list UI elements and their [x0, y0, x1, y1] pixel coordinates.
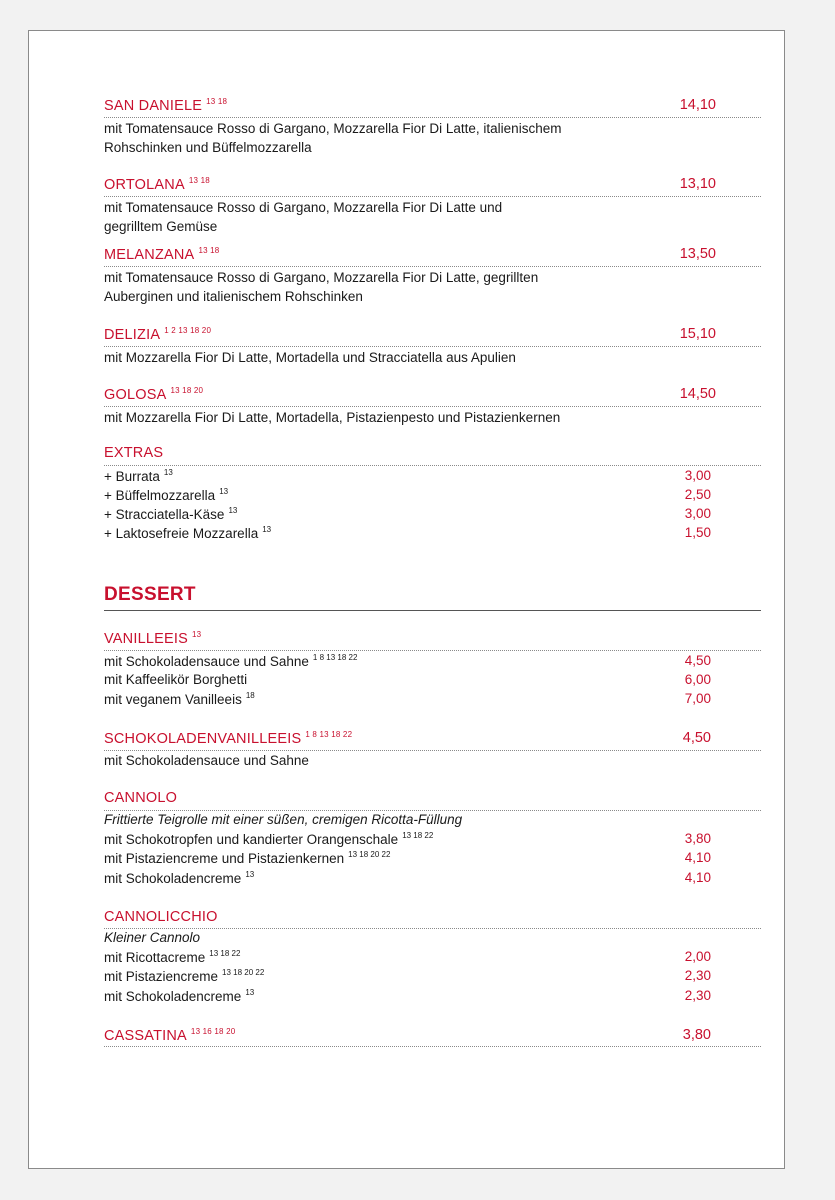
menu-item-title: CANNOLICCHIO — [104, 909, 218, 925]
variant-item: mit Schokotropfen und kandierter Orangenschale $^{13 18 22}$ — [104, 831, 434, 847]
menu-item-title: MELANZANA $^{13 18}$ — [104, 246, 220, 263]
variant-price: 2,30 — [684, 988, 711, 1003]
divider — [104, 650, 761, 651]
divider — [104, 406, 761, 407]
variant-item: mit Pistaziencreme und Pistazienkernen $^{13 18 20 22}$ — [104, 850, 391, 866]
menu-item-price: 15,10 — [679, 326, 716, 342]
variant-price: 3,80 — [684, 831, 711, 846]
variant-item: mit Pistaziencreme $^{13 18 20 22}$ — [104, 968, 265, 984]
allergen-codes: 13 18 — [206, 97, 228, 106]
extra-price: 1,50 — [684, 525, 711, 540]
menu-item-subtitle: Kleiner Cannolo — [104, 930, 201, 945]
extra-price: 2,50 — [684, 487, 711, 502]
menu-item-title: SCHOKOLADENVANILLEEIS $^{1 8 13 18 22}$ — [104, 730, 353, 747]
menu-item-description: mit Tomatensauce Rosso di Gargano, Mozzarella Fior Di Latte, gegrillten — [104, 270, 539, 285]
extras-title: EXTRAS — [104, 445, 164, 461]
variant-price: 6,00 — [684, 672, 711, 687]
section-divider — [104, 610, 761, 611]
extra-item: + Laktosefreie Mozzarella $^{13}$ — [104, 525, 272, 541]
menu-item-description: Auberginen und italienischem Rohschinken — [104, 289, 363, 304]
menu-item-description: mit Tomatensauce Rosso di Gargano, Mozzarella Fior Di Latte und — [104, 200, 503, 215]
divider — [104, 346, 761, 347]
divider — [104, 465, 761, 466]
menu-item-title: CANNOLO — [104, 790, 178, 806]
menu-item-title: ORTOLANA $^{13 18}$ — [104, 176, 210, 193]
variant-item: mit Schokoladensauce und Sahne $^{1 8 13 18 22}$ — [104, 653, 358, 669]
allergen-codes: 1 2 13 18 20 — [164, 326, 212, 335]
menu-item-price: 13,50 — [679, 246, 716, 262]
divider — [104, 266, 761, 267]
menu-item-description: mit Mozzarella Fior Di Latte, Mortadella, Pistazienpesto und Pistazienkernen — [104, 410, 561, 425]
divider — [104, 1046, 761, 1047]
variant-price: 2,30 — [684, 968, 711, 983]
divider — [104, 196, 761, 197]
allergen-codes: 13 18 20 — [170, 386, 204, 395]
menu-item-description: gegrilltem Gemüse — [104, 219, 218, 234]
menu-page — [28, 30, 785, 1169]
menu-item-description: Rohschinken und Büffelmozzarella — [104, 140, 312, 155]
menu-item-description: mit Schokoladensauce und Sahne — [104, 753, 309, 768]
extra-price: 3,00 — [684, 468, 711, 483]
menu-item-title: DELIZIA $^{1 2 13 18 20}$ — [104, 326, 212, 343]
menu-item-title: VANILLEEIS $^{13}$ — [104, 630, 202, 647]
variant-item: mit Kaffeelikör Borghetti — [104, 672, 248, 687]
menu-item-subtitle: Frittierte Teigrolle mit einer süßen, cremigen Ricotta-Füllung — [104, 812, 463, 827]
extra-item: + Stracciatella-Käse $^{13}$ — [104, 506, 238, 522]
menu-item-price: 14,50 — [679, 386, 716, 402]
section-heading-dessert: DESSERT — [104, 584, 196, 605]
menu-item-title: SAN DANIELE $^{13 18}$ — [104, 97, 228, 114]
variant-item: mit Schokoladencreme $^{13}$ — [104, 988, 255, 1004]
extra-price: 3,00 — [684, 506, 711, 521]
menu-item-price: 13,10 — [679, 176, 716, 192]
divider — [104, 928, 761, 929]
divider — [104, 117, 761, 118]
variant-price: 2,00 — [684, 949, 711, 964]
extra-item: + Büffelmozzarella $^{13}$ — [104, 487, 229, 503]
menu-item-price: 4,50 — [682, 730, 711, 746]
extra-item: + Burrata $^{13}$ — [104, 468, 173, 484]
variant-price: 4,10 — [684, 870, 711, 885]
variant-item: mit Ricottacreme $^{13 18 22}$ — [104, 949, 241, 965]
divider — [104, 810, 761, 811]
variant-item: mit Schokoladencreme $^{13}$ — [104, 870, 255, 886]
divider — [104, 750, 761, 751]
menu-item-title: CASSATINA $^{13 16 18 20}$ — [104, 1027, 236, 1044]
variant-price: 4,50 — [684, 653, 711, 668]
allergen-codes: 13 18 — [188, 176, 210, 185]
menu-item-price: 14,10 — [679, 97, 716, 113]
variant-price: 7,00 — [684, 691, 711, 706]
menu-item-title: GOLOSA $^{13 18 20}$ — [104, 386, 204, 403]
menu-item-description: mit Tomatensauce Rosso di Gargano, Mozzarella Fior Di Latte, italienischem — [104, 121, 562, 136]
variant-price: 4,10 — [684, 850, 711, 865]
menu-item-description: mit Mozzarella Fior Di Latte, Mortadella und Stracciatella aus Apulien — [104, 350, 516, 365]
allergen-codes: 13 18 — [198, 246, 220, 255]
menu-item-price: 3,80 — [682, 1027, 711, 1043]
variant-item: mit veganem Vanilleeis $^{18}$ — [104, 691, 255, 707]
